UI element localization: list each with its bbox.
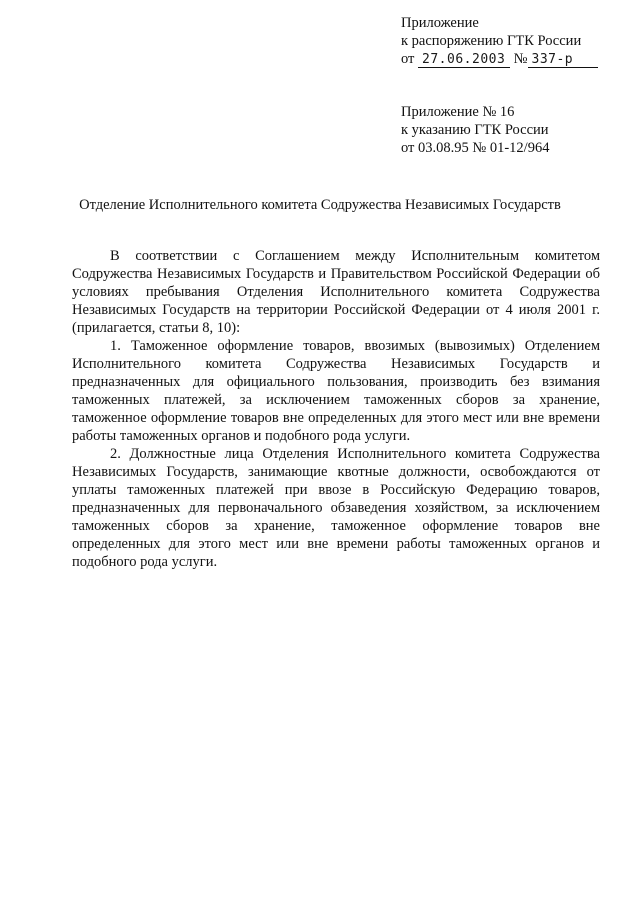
intro-paragraph: В соответствии с Соглашением между Исполнительным комитетом Содружества Независимых Государств и Правительством Российской Федерации об условиях пребывания Отделения Исполнительного комитета Содружества Независимых Государств на территории Российской Федерации от 4 июля 2001 г. (прилагается, статьи 8, 10): [72,248,600,336]
document-body [72,247,600,571]
annex-16-header [401,103,549,157]
number-prefix: № [513,51,528,67]
document-heading: Отделение Исполнительного комитета Содружества Независимых Государств [79,197,561,213]
item-2-paragraph: 2. Должностные лица Отделения Исполнительного комитета Содружества Независимых Государств, занимающие квотные должности, освобождаются от уплаты таможенных платежей при ввозе в Российскую Федерацию товаров, предназначенных для первоначального обзаведения хозяйством, за исключением таможенных сборов за хранение, таможенное оформление товаров вне определенных для этого мест или вне времени работы таможенных органов и подобного рода услуги. [72,446,600,570]
annex-16-date-number: от 03.08.95 № 01-12/964 [401,140,550,156]
item-1-paragraph: 1. Таможенное оформление товаров, ввозимых (вывозимых) Отделением Исполнительного комитета Содружества Независимых Государств и предназначенных для официального пользования, производить без взимания таможенных платежей, за исключением таможенных сборов за хранение, таможенное оформление товаров вне определенных для этого мест или вне времени работы таможенных органов и подобного рода услуги. [72,338,600,444]
order-number-field: 337-р [528,53,598,68]
annex-order-reference: к распоряжению ГТК России [401,33,582,49]
annex-header [401,14,598,68]
annex-16-title: Приложение № 16 [401,104,515,120]
annex-date-number-line [401,50,598,68]
order-date-field: 27.06.2003 [418,53,510,68]
annex-title: Приложение [401,15,479,31]
date-prefix: от [401,51,415,67]
annex-16-reference: к указанию ГТК России [401,122,549,138]
